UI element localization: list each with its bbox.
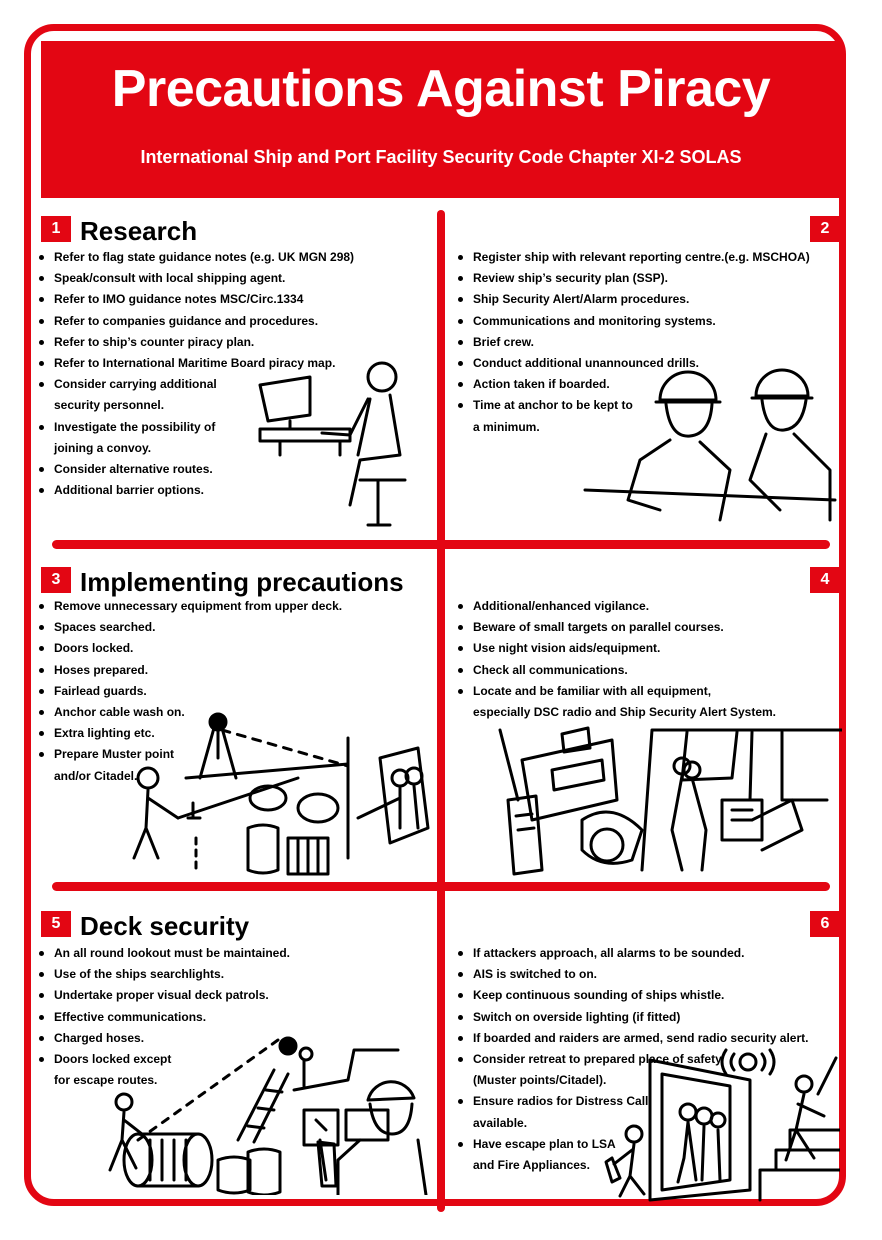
list-item: Check all communications. — [455, 660, 776, 681]
section-number-badge: 4 — [810, 567, 840, 593]
list-item: Additional barrier options. — [36, 480, 354, 501]
section-list — [455, 596, 776, 723]
list-item: Refer to ship’s counter piracy plan. — [36, 332, 354, 353]
section-heading: Research — [80, 216, 198, 246]
list-item: Additional/enhanced vigilance. — [455, 596, 776, 617]
list-item: Switch on overside lighting (if fitted) — [455, 1007, 808, 1028]
vertical-divider — [437, 210, 445, 1212]
list-item: AIS is switched to on. — [455, 964, 808, 985]
section-number-badge: 2 — [810, 216, 840, 242]
list-item: Consider retreat to prepared place of safety — [455, 1049, 808, 1070]
list-item: Use night vision aids/equipment. — [455, 638, 776, 659]
list-item: Spaces searched. — [36, 617, 342, 638]
list-item: joining a convoy. — [54, 440, 152, 455]
list-item: Remove unnecessary equipment from upper deck. — [36, 596, 342, 617]
section-number-badge: 1 — [41, 216, 71, 242]
section-number-badge: 3 — [41, 567, 71, 593]
list-item: Doors locked. — [36, 638, 342, 659]
list-item: Prepare Muster point — [36, 744, 342, 765]
list-item: Beware of small targets on parallel courses. — [455, 617, 776, 638]
list-item: Doors locked except — [36, 1049, 290, 1070]
section-heading: Deck security — [80, 911, 250, 941]
horizontal-divider-bottom — [52, 882, 830, 891]
list-item: Register ship with relevant reporting centre.(e.g. MSCHOA) — [455, 247, 810, 268]
horizontal-divider-top — [52, 540, 830, 549]
list-item: Ensure radios for Distress Call — [455, 1091, 808, 1112]
list-item: Fairlead guards. — [36, 681, 342, 702]
retreat-to-citadel-illustration — [600, 1040, 840, 1205]
list-item: Hoses prepared. — [36, 660, 342, 681]
list-item: Action taken if boarded. — [455, 374, 810, 395]
deck-precautions-illustration — [118, 708, 438, 880]
list-item: Consider alternative routes. — [36, 459, 354, 480]
list-item: Charged hoses. — [36, 1028, 290, 1049]
header-banner — [41, 41, 841, 198]
list-item: Keep continuous sounding of ships whistle. — [455, 985, 808, 1006]
list-item: Extra lighting etc. — [36, 723, 342, 744]
list-item: Review ship’s security plan (SSP). — [455, 268, 810, 289]
list-item: If boarded and raiders are armed, send radio security alert. — [455, 1028, 808, 1049]
list-item: Effective communications. — [36, 1007, 290, 1028]
bridge-equipment-illustration — [492, 720, 842, 880]
section-heading: Implementing precautions — [80, 567, 404, 597]
list-item: Undertake proper visual deck patrols. — [36, 985, 290, 1006]
list-item: Consider carrying additional — [36, 374, 354, 395]
list-item: Locate and be familiar with all equipment, — [455, 681, 776, 702]
list-item: Time at anchor to be kept to — [455, 395, 810, 416]
list-item: security personnel. — [54, 398, 165, 413]
list-item: Ship Security Alert/Alarm procedures. — [455, 289, 810, 310]
list-item: Refer to International Maritime Board piracy map. — [36, 353, 354, 374]
list-item: Refer to IMO guidance notes MSC/Circ.1334 — [36, 289, 354, 310]
list-item: If attackers approach, all alarms to be sounded. — [455, 943, 808, 964]
section-number-badge: 5 — [41, 911, 71, 937]
list-item: a minimum. — [473, 419, 540, 434]
list-item: Anchor cable wash on. — [36, 702, 342, 723]
page-title: Precautions Against Piracy — [111, 60, 771, 118]
list-item: An all round lookout must be maintained. — [36, 943, 290, 964]
section-number-badge: 6 — [810, 911, 840, 937]
list-item: especially DSC radio and Ship Security Alert System. — [473, 705, 776, 720]
list-item: Investigate the possibility of — [36, 417, 354, 438]
list-item: (Muster points/Citadel). — [473, 1073, 607, 1088]
list-item: Refer to companies guidance and procedures. — [36, 311, 354, 332]
list-item: and Fire Appliances. — [473, 1158, 590, 1173]
list-item: Brief crew. — [455, 332, 810, 353]
list-item: Speak/consult with local shipping agent. — [36, 268, 354, 289]
list-item: Use of the ships searchlights. — [36, 964, 290, 985]
list-item: Have escape plan to LSA — [455, 1134, 808, 1155]
list-item: Refer to flag state guidance notes (e.g. UK MGN 298) — [36, 247, 354, 268]
computer-operator-illustration — [250, 355, 420, 530]
list-item: Communications and monitoring systems. — [455, 311, 810, 332]
crew-briefing-illustration — [580, 360, 840, 530]
list-item: available. — [473, 1115, 528, 1130]
list-item: Conduct additional unannounced drills. — [455, 353, 810, 374]
deck-patrol-illustration — [98, 1030, 428, 1195]
page-subtitle: International Ship and Port Facility Security Code Chapter XI-2 SOLAS — [140, 147, 742, 167]
list-item: and/or Citadel. — [54, 768, 138, 783]
list-item: for escape routes. — [54, 1073, 158, 1088]
